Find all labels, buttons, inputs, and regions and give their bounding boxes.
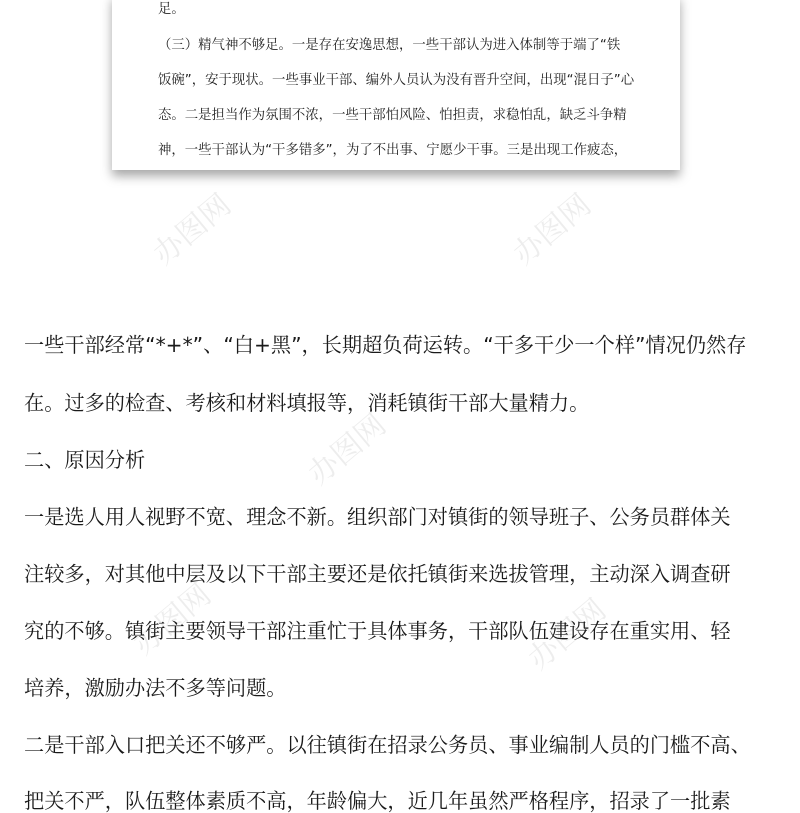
paragraph-line: 究的不够。镇街主要领导干部注重忙于具体事务，干部队伍建设存在重实用、轻 bbox=[24, 619, 731, 643]
watermark: 办图网 bbox=[126, 577, 218, 663]
watermark: 办图网 bbox=[146, 187, 238, 273]
card-line: （三）精气神不够足。一是存在安逸思想，一些干部认为进入体制等于端了“铁 bbox=[158, 38, 621, 53]
card-line: 饭碗”，安于现状。一些事业干部、编外人员认为没有晋升空间，出现“混日子”心 bbox=[158, 73, 635, 88]
paragraph-line: 注较多，对其他中层及以下干部主要还是依托镇街来选拔管理，主动深入调查研 bbox=[24, 562, 731, 586]
watermark: 办图网 bbox=[521, 592, 613, 678]
watermark: 办图网 bbox=[301, 407, 393, 493]
paragraph-line: 一些干部经常“*+*”、“白+黑”，长期超负荷运转。“干多干少一个样”情况仍然存 bbox=[24, 333, 747, 357]
paragraph-line: 一是选人用人视野不宽、理念不新。组织部门对镇街的领导班子、公务员群体关 bbox=[24, 505, 731, 529]
document-preview-card bbox=[112, 0, 680, 170]
card-line: 神，一些干部认为“干多错多”，为了不出事、宁愿少干事。三是出现工作疲态， bbox=[158, 143, 628, 158]
section-heading: 二、原因分析 bbox=[24, 448, 146, 472]
card-line: 足。 bbox=[158, 2, 185, 17]
paragraph-line: 二是干部入口把关还不够严。以往镇街在招录公务员、事业编制人员的门槛不高、 bbox=[24, 733, 751, 757]
paragraph-line: 在。过多的检查、考核和材料填报等，消耗镇街干部大量精力。 bbox=[24, 391, 590, 415]
paragraph-line: 把关不严，队伍整体素质不高，年龄偏大，近几年虽然严格程序，招录了一批素 bbox=[24, 789, 731, 813]
watermark: 办图网 bbox=[506, 187, 598, 273]
card-line: 态。二是担当作为氛围不浓，一些干部怕风险、怕担责，求稳怕乱，缺乏斗争精 bbox=[158, 108, 627, 123]
paragraph-line: 培养，激励办法不多等问题。 bbox=[24, 676, 287, 700]
